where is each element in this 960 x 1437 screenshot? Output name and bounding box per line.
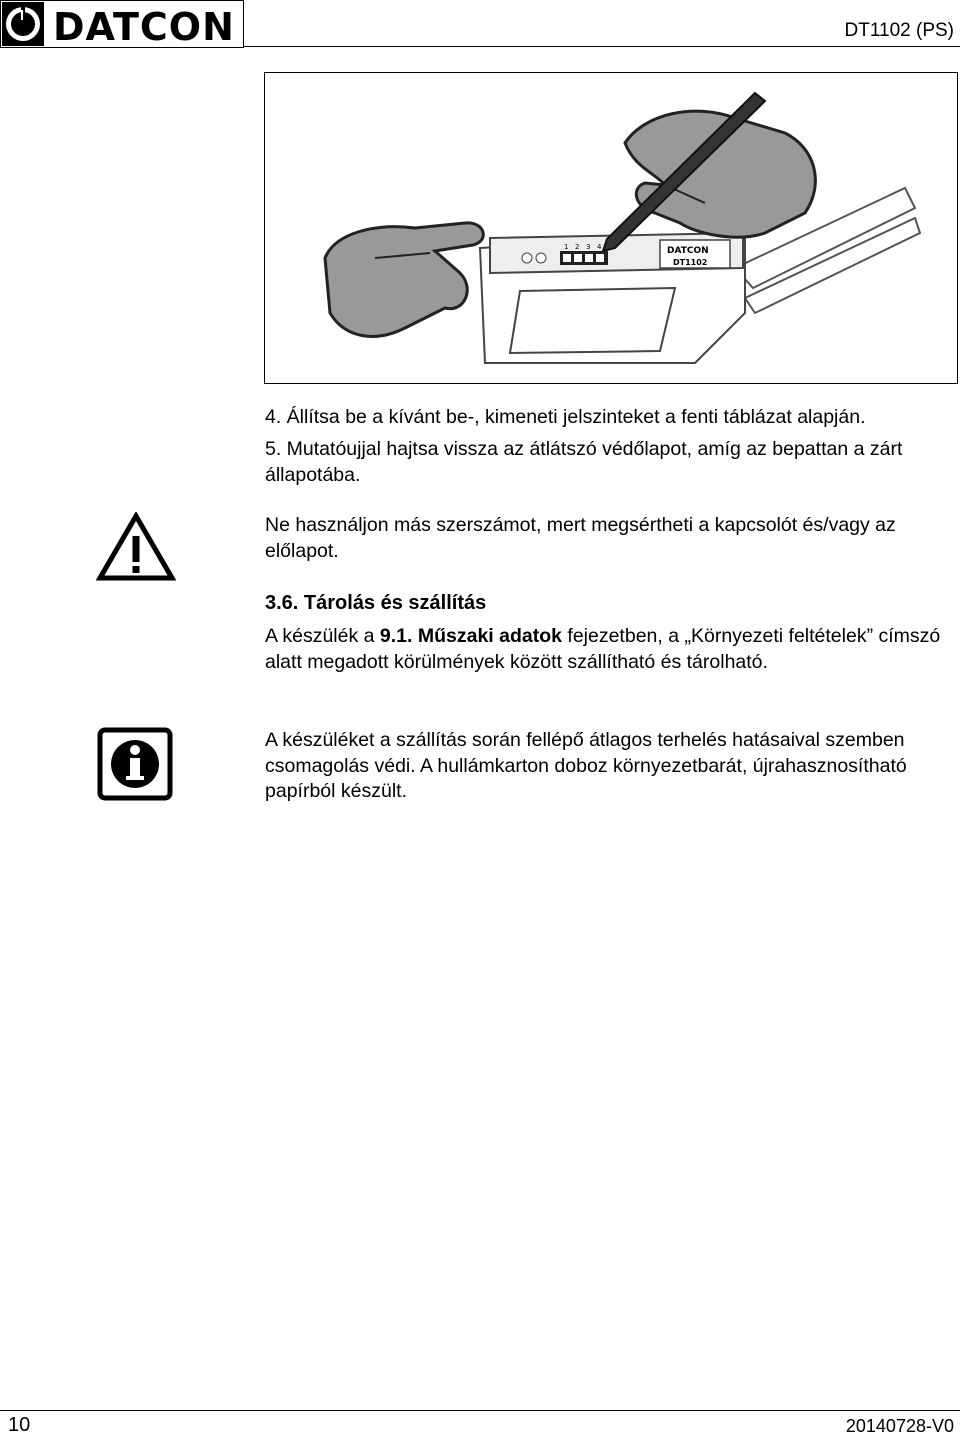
- section-paragraph: [265, 624, 955, 675]
- switch-number-3: 3: [586, 243, 591, 251]
- switch-number-4: 4: [597, 243, 602, 251]
- page-number: 10: [8, 1414, 31, 1436]
- para-text-a: A készülék a: [265, 625, 380, 647]
- hand-and-device-icon: [265, 73, 957, 383]
- para-text-c: fejezetben, a „Környezeti feltételek” címszó alatt megadott körülmények között szállítható és tárolható.: [265, 625, 941, 673]
- header-rule: [244, 46, 960, 47]
- company-logo: [0, 0, 244, 48]
- switch-number-2: 2: [575, 243, 580, 251]
- info-icon: [97, 727, 173, 801]
- document-version: 20140728-V0: [845, 1416, 954, 1436]
- info-text: A készüléket a szállítás során fellépő átlagos terhelés hatásaival szemben csomagolás védi. A hullámkarton doboz környezetbarát, újrahasznosítható papírból készült.: [265, 729, 907, 802]
- device-brand-text: DATCON: [667, 246, 709, 256]
- device-illustration: [264, 72, 958, 384]
- step-4: 4. Állítsa be a kívánt be-, kimeneti jelszinteket a fenti táblázat alapján.: [265, 406, 866, 428]
- document-id: DT1102 (PS): [844, 20, 954, 41]
- warning-text: Ne használjon más szerszámot, mert megsértheti a kapcsolót és/vagy az előlapot.: [265, 514, 896, 562]
- footer-rule: [0, 1410, 960, 1411]
- logo-text: DATCON: [53, 5, 235, 49]
- switch-number-1: 1: [564, 243, 569, 251]
- section-heading: 3.6. Tárolás és szállítás: [265, 592, 487, 614]
- para-text-bold: 9.1. Műszaki adatok: [379, 625, 562, 647]
- warning-triangle-icon: [96, 512, 176, 582]
- step-5: 5. Mutatóujjal hajtsa vissza az átlátszó védőlapot, amíg az bepattan a zárt állapotába.: [265, 438, 903, 486]
- device-model-text: DT1102: [673, 258, 708, 267]
